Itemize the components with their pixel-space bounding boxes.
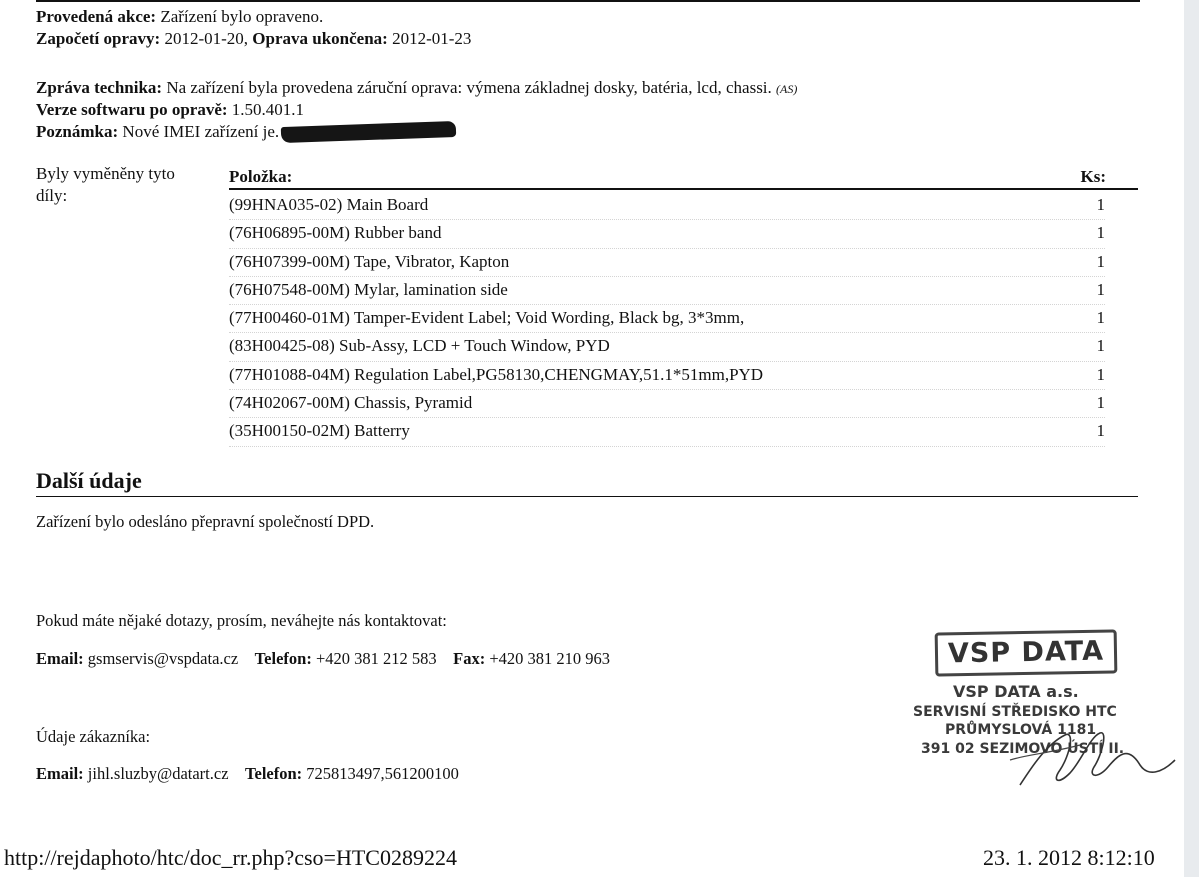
part-item: (76H07399-00M) Tape, Vibrator, Kapton	[229, 251, 510, 271]
part-qty: 1	[1096, 393, 1105, 413]
action-value: Zařízení bylo opraveno.	[160, 7, 324, 26]
part-item: (77H00460-01M) Tamper-Evident Label; Void Wording, Black bg, 3*3mm,	[229, 308, 745, 328]
stamp-line2: PRŮMYSLOVÁ 1181	[945, 722, 1097, 738]
table-row	[229, 333, 1105, 361]
table-row	[229, 277, 1105, 305]
stamp-line3: 391 02 SEZIMOVO ÚSTÍ II.	[921, 741, 1125, 757]
contact-fax: +420 381 210 963	[489, 649, 611, 668]
dates-line	[36, 29, 471, 49]
start-label: Započetí opravy:	[36, 29, 161, 48]
contact-line	[36, 649, 610, 669]
redaction-mark	[281, 121, 456, 143]
part-qty: 1	[1096, 336, 1105, 356]
contact-email-label: Email:	[36, 649, 84, 668]
table-row	[229, 249, 1105, 277]
scan-edge	[1184, 0, 1199, 877]
stamp-line1: SERVISNÍ STŘEDISKO HTC	[913, 704, 1117, 720]
note-value: Nové IMEI zařízení je.	[122, 122, 280, 141]
customer-line	[36, 764, 459, 784]
stamp-logo: VSP DATA	[935, 629, 1118, 676]
part-qty: 1	[1096, 421, 1105, 441]
table-row	[229, 362, 1105, 390]
part-item: (35H00150-02M) Batterry	[229, 421, 410, 441]
customer-phone: 725813497,561200100	[306, 764, 459, 783]
part-item: (83H00425-08) Sub-Assy, LCD + Touch Window, PYD	[229, 336, 610, 356]
contact-email[interactable]: gsmservis@vspdata.cz	[87, 649, 239, 668]
contact-phone-label: Telefon:	[254, 649, 312, 668]
software-label: Verze softwaru po opravě:	[36, 100, 228, 119]
parts-table-header	[229, 167, 1106, 187]
contact-fax-label: Fax:	[453, 649, 486, 668]
part-item: (99HNA035-02) Main Board	[229, 195, 429, 214]
stamp-company: VSP DATA a.s.	[953, 682, 1079, 701]
tech-label: Zpráva technika:	[36, 78, 163, 97]
customer-email-label: Email:	[36, 764, 84, 783]
column-qty: Ks:	[1080, 167, 1106, 186]
column-item: Položka:	[229, 167, 293, 186]
section-title: Další údaje	[36, 468, 142, 493]
software-value: 1.50.401.1	[231, 100, 305, 119]
part-item: (76H06895-00M) Rubber band	[229, 223, 442, 243]
end-value: 2012-01-23	[392, 29, 472, 48]
part-item: (74H02067-00M) Chassis, Pyramid	[229, 393, 473, 413]
note-label: Poznámka:	[36, 122, 119, 141]
parts-label: Byly vyměněny tyto díly:	[36, 164, 175, 205]
table-row	[229, 192, 1105, 220]
shipping-text: Zařízení bylo odesláno přepravní společností DPD.	[36, 512, 375, 531]
table-row	[229, 220, 1105, 248]
contact-phone: +420 381 212 583	[315, 649, 437, 668]
customer-email[interactable]: jihl.sluzby@datart.cz	[87, 764, 229, 783]
part-qty: 1	[1096, 223, 1105, 243]
table-header-rule	[229, 188, 1138, 190]
top-rule	[36, 0, 1140, 2]
part-qty: 1	[1096, 279, 1105, 299]
customer-title: Údaje zákazníka:	[36, 727, 151, 746]
action-line	[36, 7, 323, 27]
technician-line	[36, 78, 797, 98]
print-url: http://rejdaphoto/htc/doc_rr.php?cso=HTC0289224	[4, 845, 457, 870]
part-qty: 1	[1096, 251, 1105, 271]
parts-table	[229, 192, 1105, 447]
start-value: 2012-01-20,	[164, 29, 249, 48]
tech-value: Na zařízení byla provedena záruční oprava: výmena základnej dosky, batéria, lcd, chassi.	[166, 78, 772, 97]
note-line	[36, 122, 456, 142]
tech-initials: (AS)	[776, 82, 798, 96]
table-row	[229, 305, 1105, 333]
part-qty: 1	[1096, 364, 1105, 384]
part-qty: 1	[1096, 195, 1105, 214]
part-qty: 1	[1096, 308, 1105, 328]
software-line	[36, 100, 304, 120]
part-item: (76H07548-00M) Mylar, lamination side	[229, 279, 508, 299]
part-item: (77H01088-04M) Regulation Label,PG58130,CHENGMAY,51.1*51mm,PYD	[229, 364, 764, 384]
contact-intro: Pokud máte nějaké dotazy, prosím, neváhejte nás kontaktovat:	[36, 611, 447, 630]
section-rule	[36, 496, 1138, 497]
end-label: Oprava ukončena:	[252, 29, 388, 48]
signature	[990, 715, 1180, 795]
table-row	[229, 418, 1105, 446]
action-label: Provedená akce:	[36, 7, 157, 26]
customer-phone-label: Telefon:	[245, 764, 303, 783]
table-row	[229, 390, 1105, 418]
print-datetime: 23. 1. 2012 8:12:10	[983, 845, 1155, 870]
